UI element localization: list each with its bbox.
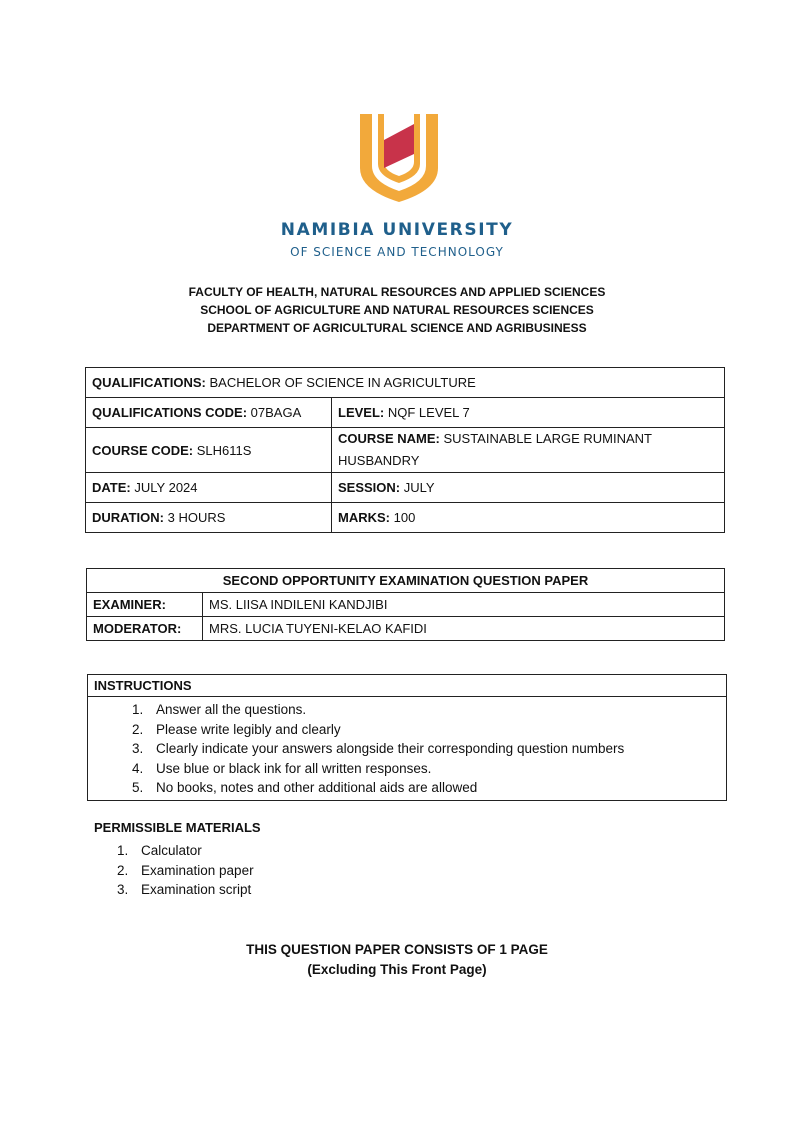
school-name: SCHOOL OF AGRICULTURE AND NATURAL RESOURCES SCIENCES — [200, 303, 594, 317]
instruction-text: Answer all the questions. — [156, 702, 307, 717]
session-cell — [332, 473, 725, 503]
material-text: Calculator — [141, 843, 202, 858]
table-row — [86, 368, 725, 398]
faculty-block — [0, 283, 794, 337]
examiner-label: EXAMINER: — [87, 593, 203, 617]
instruction-text: Clearly indicate your answers alongside their corresponding question numbers — [156, 741, 625, 756]
level-cell — [332, 398, 725, 428]
duration-cell — [86, 503, 332, 533]
duration-label: DURATION: — [92, 510, 164, 525]
list-item: 2. Please write legibly and clearly — [132, 721, 341, 737]
level-label: LEVEL: — [338, 405, 385, 420]
table-row — [86, 473, 725, 503]
list-item: 5. No books, notes and other additional aids are allowed — [132, 780, 478, 795]
table-row — [86, 428, 725, 473]
course-code-value: SLH611S — [196, 442, 252, 458]
qual-code-label: QUALIFICATIONS CODE: — [92, 405, 248, 420]
table-row — [87, 593, 725, 617]
marks-label: MARKS: — [338, 510, 390, 525]
page-count-note — [0, 940, 794, 980]
course-info-table — [85, 367, 725, 533]
table-row — [86, 398, 725, 428]
instruction-text: Please write legibly and clearly — [156, 721, 341, 737]
instructions-list — [88, 697, 726, 800]
permissible-materials-list — [117, 841, 254, 900]
marks-value: 100 — [393, 510, 416, 525]
table-row — [87, 617, 725, 641]
list-item: 1. Calculator — [117, 843, 202, 858]
course-name-value-line2: HUSBANDRY — [338, 453, 420, 468]
qualifications-value: BACHELOR OF SCIENCE IN AGRICULTURE — [209, 375, 476, 390]
marks-cell — [332, 503, 725, 533]
course-name-cell — [332, 428, 725, 473]
session-label: SESSION: — [338, 480, 401, 495]
university-name: NAMIBIA UNIVERSITY — [280, 220, 514, 240]
university-logo — [354, 110, 444, 205]
instruction-text: Use blue or black ink for all written responses. — [156, 760, 432, 776]
moderator-label: MODERATOR: — [87, 617, 203, 641]
table-row — [86, 503, 725, 533]
date-cell — [86, 473, 332, 503]
qual-code-value: 07BAGA — [250, 405, 302, 420]
list-item: 3. Clearly indicate your answers alongside their corresponding question numbers — [132, 741, 625, 756]
qualifications-cell — [86, 368, 725, 398]
material-text: Examination paper — [141, 862, 254, 878]
date-label: DATE: — [92, 480, 131, 495]
session-value: JULY — [403, 480, 435, 495]
list-item: 2. Examination paper — [117, 862, 254, 878]
university-subtitle: OF SCIENCE AND TECHNOLOGY — [290, 245, 504, 259]
list-item: 3. Examination script — [117, 882, 252, 897]
faculty-name: FACULTY OF HEALTH, NATURAL RESOURCES AND APPLIED SCIENCES — [188, 285, 606, 299]
course-code-cell — [86, 428, 332, 473]
instructions-box — [87, 674, 727, 801]
qualifications-label: QUALIFICATIONS: — [92, 375, 206, 390]
date-value: JULY 2024 — [134, 480, 198, 495]
list-item: 1. Answer all the questions. — [132, 702, 307, 717]
instructions-title: INSTRUCTIONS — [88, 675, 726, 697]
exam-info-table — [86, 568, 725, 641]
moderator-value: MRS. LUCIA TUYENI-KELAO KAFIDI — [203, 617, 725, 641]
shield-logo-icon — [354, 110, 444, 205]
material-text: Examination script — [141, 882, 252, 897]
course-name-value-line1: SUSTAINABLE LARGE RUMINANT — [443, 431, 652, 446]
qual-code-cell — [86, 398, 332, 428]
department-name: DEPARTMENT OF AGRICULTURAL SCIENCE AND AGRIBUSINESS — [207, 321, 587, 335]
duration-value: 3 HOURS — [167, 510, 226, 525]
table-row — [87, 569, 725, 593]
page-count-line1: THIS QUESTION PAPER CONSISTS OF 1 PAGE — [246, 942, 548, 957]
course-code-label: COURSE CODE: — [92, 442, 194, 458]
course-name-label: COURSE NAME: — [338, 431, 440, 446]
list-item: 4. Use blue or black ink for all written responses. — [132, 760, 432, 776]
permissible-materials-title: PERMISSIBLE MATERIALS — [94, 820, 261, 835]
level-value: NQF LEVEL 7 — [387, 405, 470, 420]
examiner-value: MS. LIISA INDILENI KANDJIBI — [203, 593, 725, 617]
exam-title: SECOND OPPORTUNITY EXAMINATION QUESTION PAPER — [87, 569, 725, 593]
page-count-line2: (Excluding This Front Page) — [307, 962, 487, 977]
instruction-text: No books, notes and other additional aids are allowed — [156, 780, 478, 795]
